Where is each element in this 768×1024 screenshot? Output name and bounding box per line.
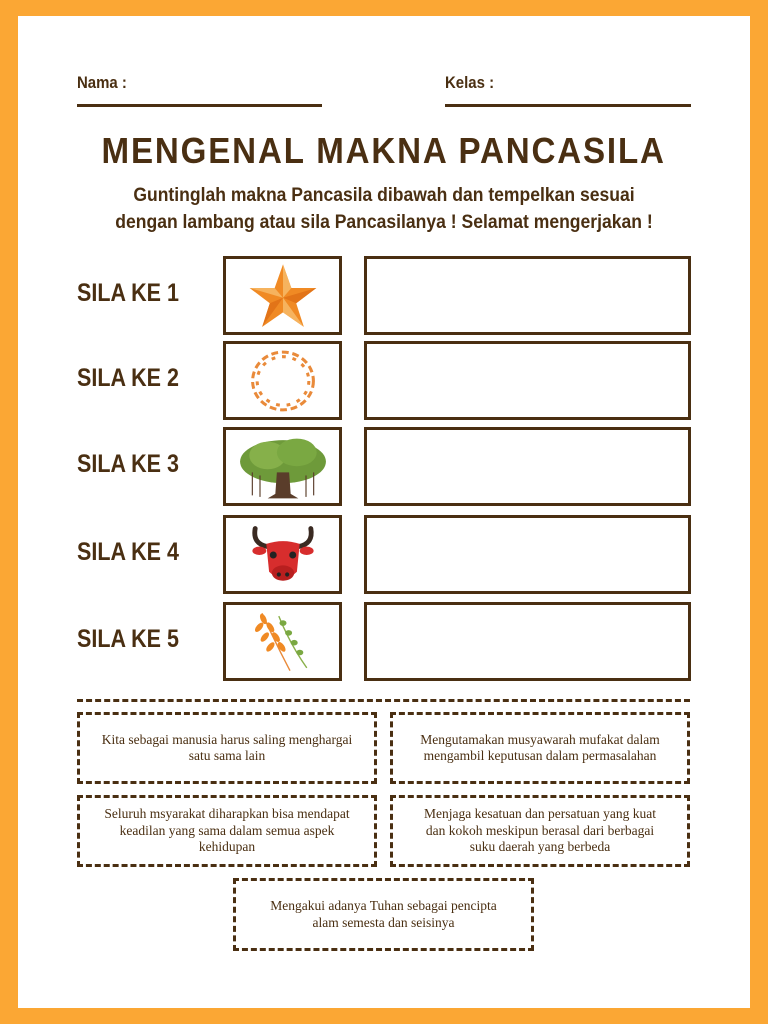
sila-1-icon-box [223, 256, 342, 335]
sila-1-answer-box[interactable] [364, 256, 691, 335]
instructions-line-2: dengan lambang atau sila Pancasilanya ! Selamat mengerjakan ! [115, 211, 653, 233]
meaning-card-2[interactable] [390, 712, 690, 784]
meaning-card-5-text: Mengakui adanya Tuhan sebagai pencipta alam semesta dan seisinya [270, 898, 497, 930]
sila-4-label: SILA KE 4 [77, 538, 179, 566]
sila-1-label: SILA KE 1 [77, 279, 179, 307]
sila-4-icon-box [223, 515, 342, 594]
sila-5-label: SILA KE 5 [77, 625, 179, 653]
meaning-card-2-text: Mengutamakan musyawarah mufakat dalam mengambil keputusan dalam permasalahan [420, 731, 660, 763]
sila-4-answer-box[interactable] [364, 515, 691, 594]
meaning-card-3-text: Seluruh msyarakat diharapkan bisa mendapat keadilan yang sama dalam semua aspek kehidupan [104, 806, 350, 855]
sila-2-icon-box [223, 341, 342, 420]
meaning-card-4-text: Menjaga kesatuan dan persatuan yang kuat dan kokoh meskipun berasal dari berbagai suku daerah yang berbeda [423, 806, 657, 855]
meaning-card-3[interactable] [77, 795, 377, 867]
sila-5-icon-box [223, 602, 342, 681]
meaning-card-5[interactable] [233, 878, 534, 951]
star-icon [247, 263, 319, 329]
class-label: Kelas : [445, 73, 495, 92]
sila-3-label: SILA KE 3 [77, 450, 179, 478]
name-field-line[interactable] [77, 104, 322, 107]
rice-cotton-icon [248, 609, 318, 675]
sila-3-answer-box[interactable] [364, 427, 691, 506]
chain-icon [245, 346, 321, 416]
page-title: MENGENAL MAKNA PANCASILA [101, 130, 667, 171]
sila-3-icon-box [223, 427, 342, 506]
meaning-card-1[interactable] [77, 712, 377, 784]
name-label: Nama : [77, 73, 127, 92]
bull-head-icon [248, 523, 318, 587]
cut-line [77, 699, 690, 702]
sila-2-answer-box[interactable] [364, 341, 691, 420]
class-field-line[interactable] [445, 104, 691, 107]
meaning-card-4[interactable] [390, 795, 690, 867]
banyan-tree-icon [237, 434, 329, 500]
instructions [60, 182, 708, 236]
instructions-line-1: Guntinglah makna Pancasila dibawah dan tempelkan sesuai [133, 184, 635, 206]
sila-2-label: SILA KE 2 [77, 364, 179, 392]
meaning-card-1-text: Kita sebagai manusia harus saling menghargai satu sama lain [101, 731, 353, 763]
sila-5-answer-box[interactable] [364, 602, 691, 681]
